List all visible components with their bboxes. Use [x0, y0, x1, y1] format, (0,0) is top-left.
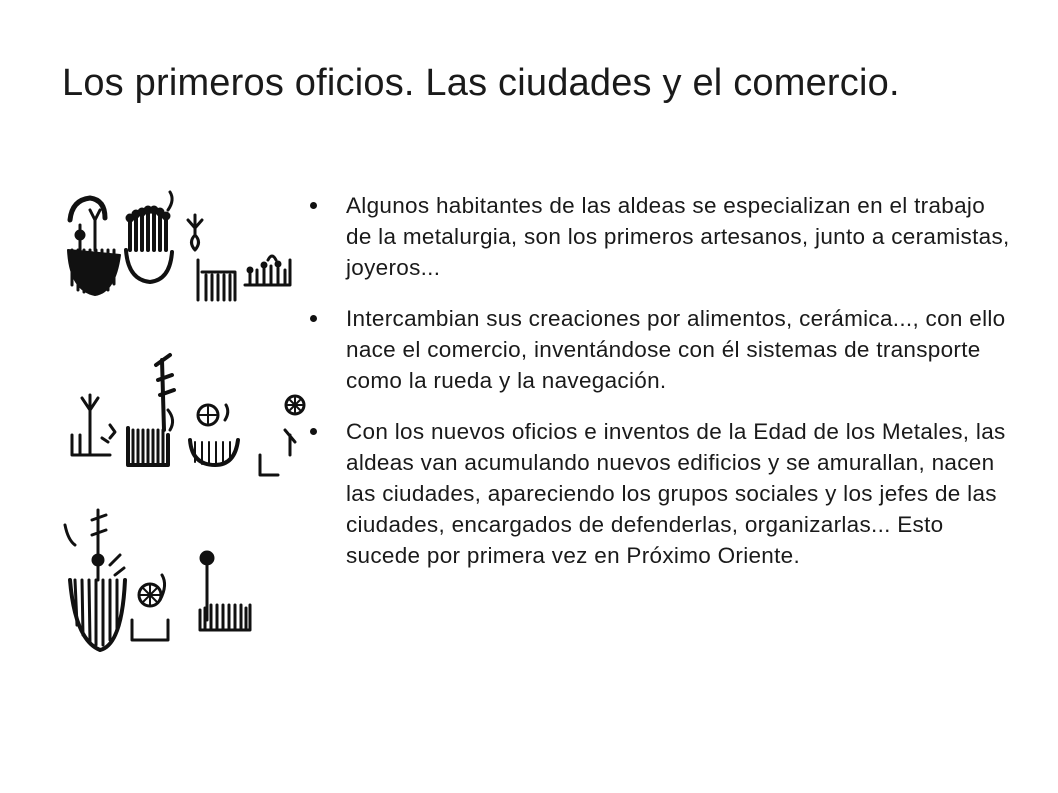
bullet-dot-icon [310, 315, 317, 322]
boat-glyph [190, 405, 238, 465]
boat-glyph [245, 256, 290, 285]
boat-glyph [126, 192, 172, 282]
bullet-list [310, 190, 1010, 591]
bullet-item [310, 416, 1010, 571]
boat-glyph [200, 551, 250, 630]
bullet-text: Algunos habitantes de las aldeas se especializan en el trabajo de la metalurgia, son los primeros artesanos, junto a ceramistas, joyeros... [346, 193, 1010, 280]
bullet-item [310, 303, 1010, 396]
boat-glyph [68, 198, 120, 295]
bullet-dot-icon [310, 202, 317, 209]
boat-glyph [72, 395, 115, 455]
boat-glyph [128, 355, 174, 465]
bullet-text: Con los nuevos oficios e inventos de la Edad de los Metales, las aldeas van acumulando nuevos edificios y se amurallan, nacen las ciudades, apareciendo los grupos sociales y los jefes de las ciudades, encargados de defenderlas, organizarlas... Esto sucede por primera vez en Próximo Oriente. [346, 419, 1006, 568]
bullet-dot-icon [310, 428, 317, 435]
boat-glyph [132, 575, 168, 640]
boat-glyph [260, 396, 304, 475]
rock-art-boats-illustration [50, 180, 310, 670]
slide-title: Los primeros oficios. Las ciudades y el comercio. [62, 62, 900, 104]
bullet-text: Intercambian sus creaciones por alimentos, cerámica..., con ello nace el comercio, inventándose con él sistemas de transporte como la rueda y la navegación. [346, 306, 1006, 393]
bullet-item [310, 190, 1010, 283]
boat-glyph [188, 215, 235, 300]
boat-glyph [65, 510, 125, 650]
